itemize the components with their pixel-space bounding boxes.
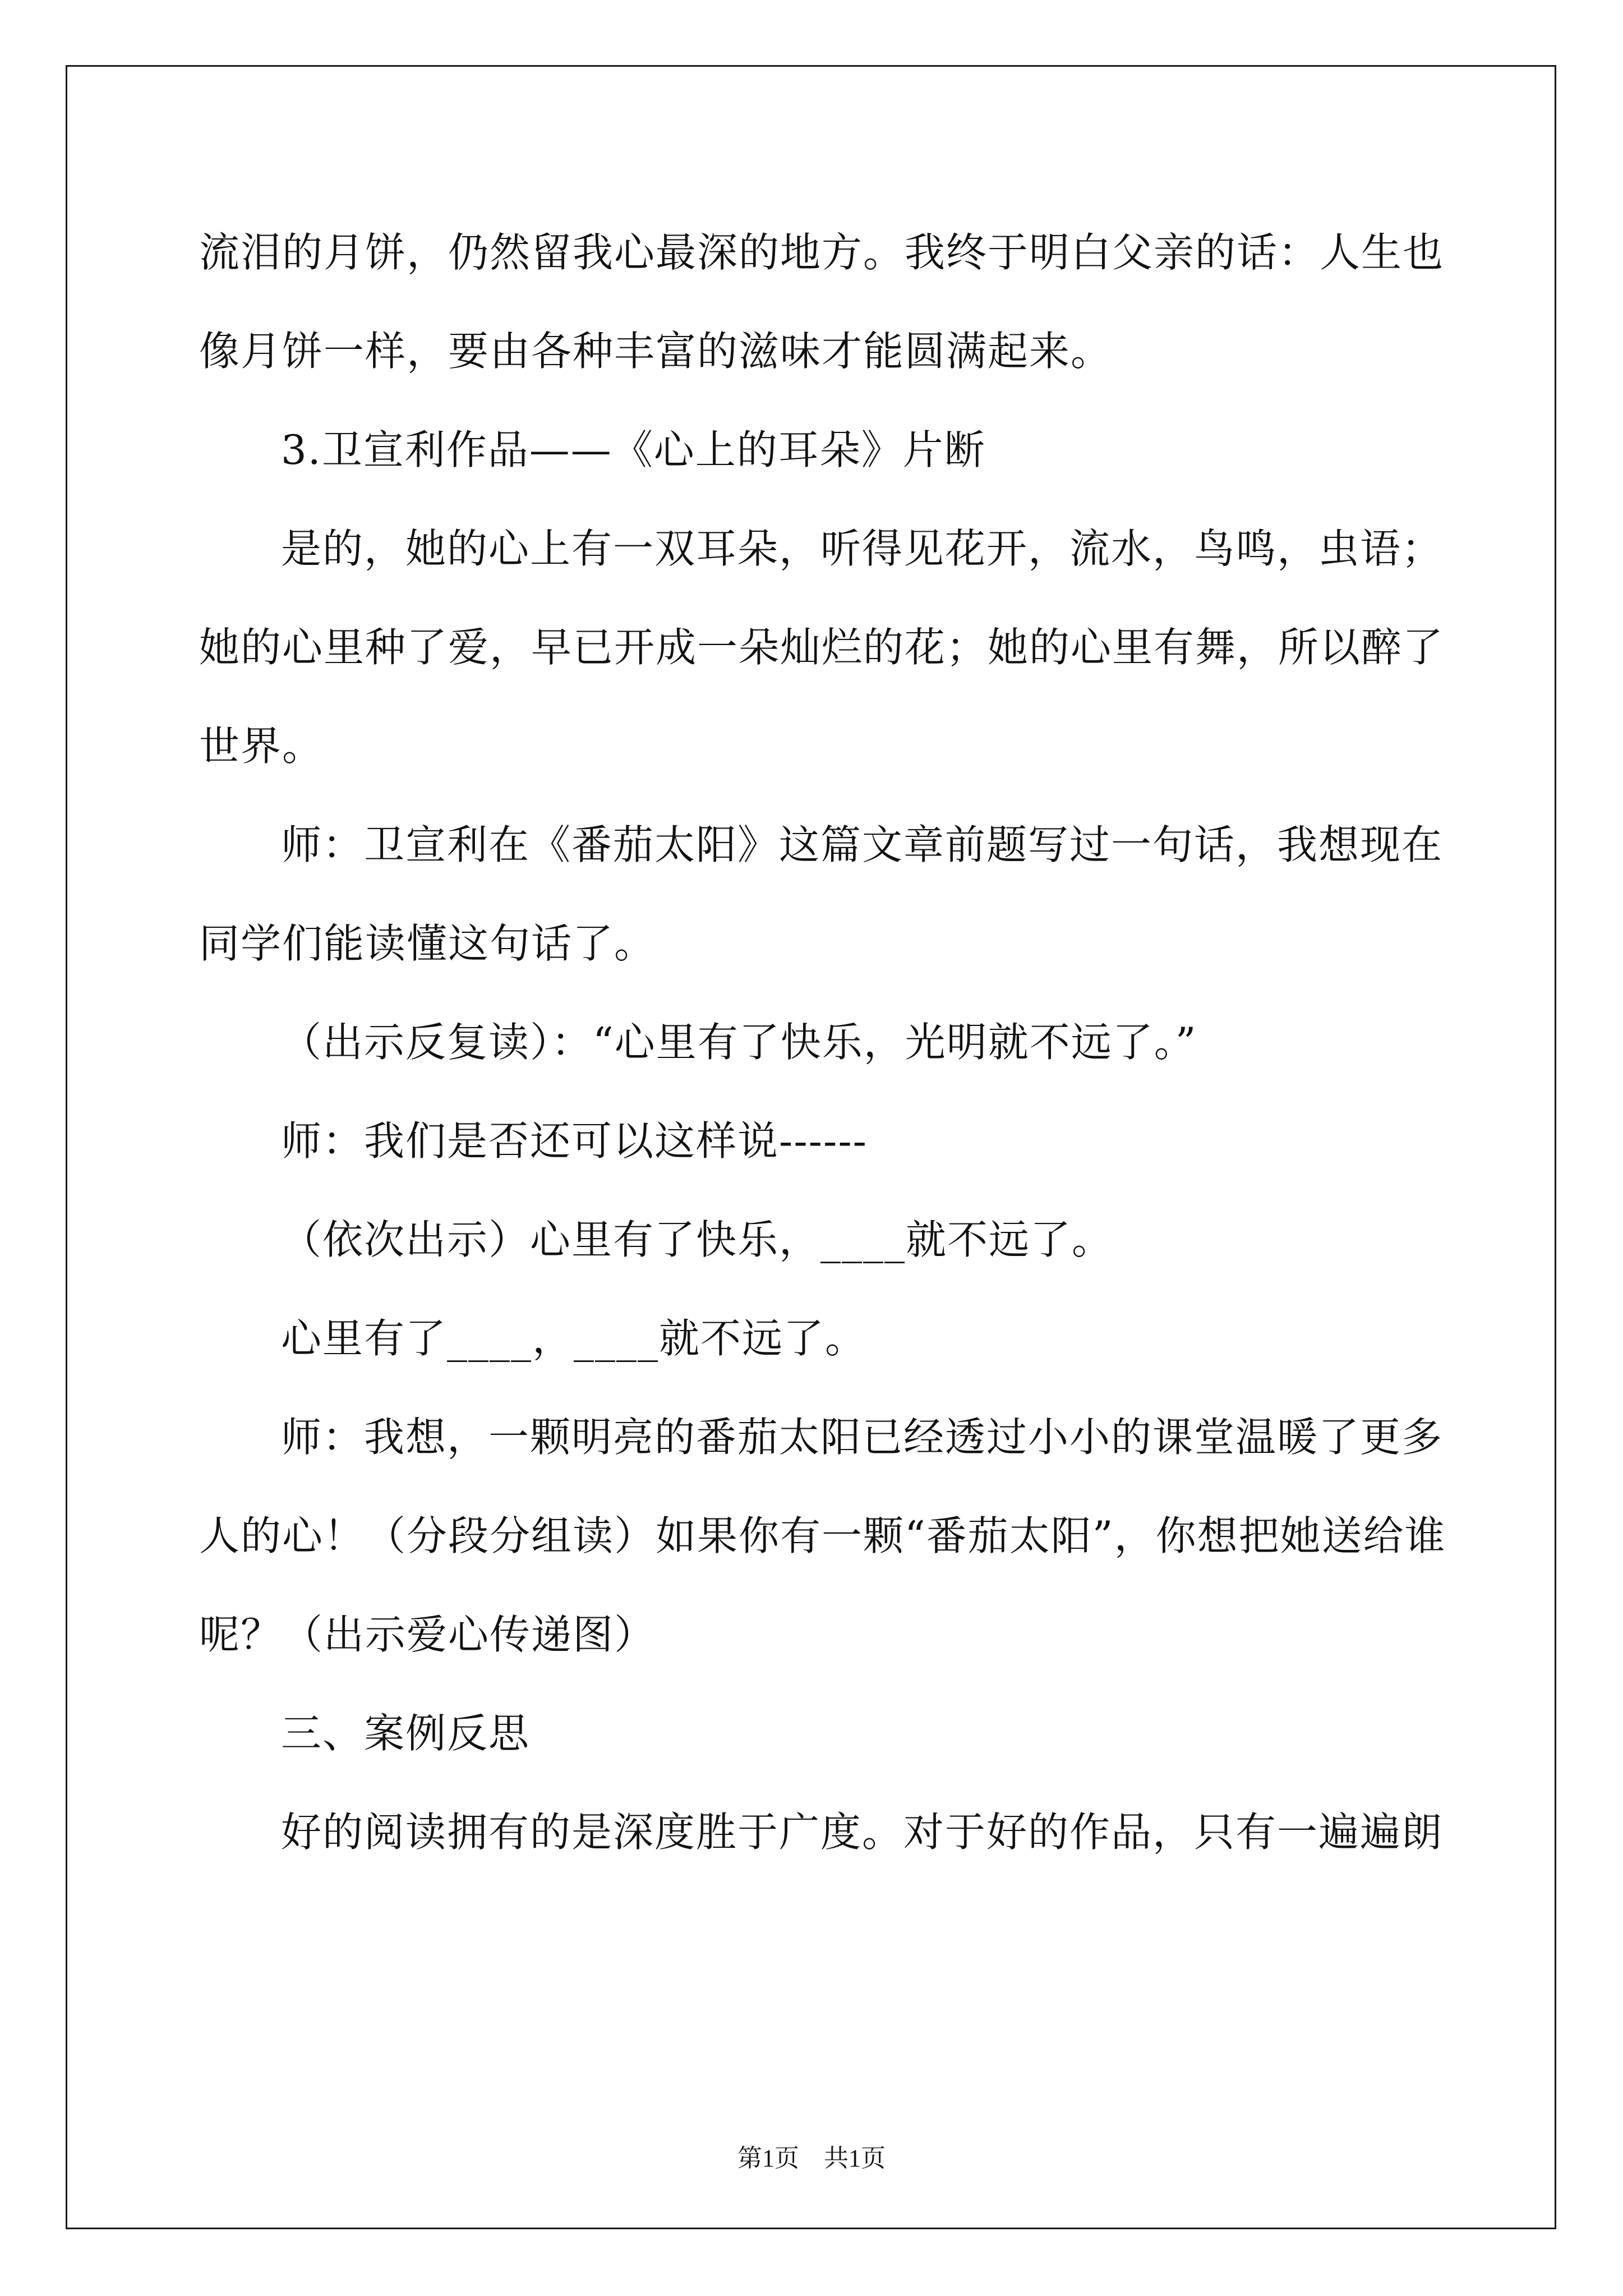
text-line: 好的阅读拥有的是深度胜于广度。对于好的作品，只有一遍遍朗 [281,1809,1444,1856]
text-line: 像月饼一样，要由各种丰富的滋味才能圆满起来。 [199,328,1113,375]
text-line: 是的，她的心上有一双耳朵，听得见花开，流水，鸟鸣，虫语； [281,525,1444,572]
text-line: 师：卫宣利在《番茄太阳》这篇文章前题写过一句话，我想现在 [281,821,1444,868]
text-line: 师：我想，一颗明亮的番茄太阳已经透过小小的课堂温暖了更多 [281,1414,1444,1461]
text-line: 师：我们是否还可以这样说------ [281,1117,868,1165]
text-line: （依次出示）心里有了快乐，____就不远了。 [281,1216,1114,1263]
section-heading: 3.卫宣利作品——《心上的耳朵》片断 [281,426,986,473]
text-line: 呢？（出示爱心传递图） [199,1611,656,1658]
text-line: 同学们能读懂这句话了。 [199,920,656,967]
text-line: 人的心！（分段分组读）如果你有一颗“番茄太阳”，你想把她送给谁 [199,1512,1446,1559]
text-line: 她的心里种了爱，早已开成一朵灿烂的花；她的心里有舞，所以醉了 [199,624,1445,671]
section-heading: 三、案例反思 [281,1710,531,1757]
text-line: 世界。 [199,723,324,770]
text-line: 心里有了____，____就不远了。 [281,1315,867,1362]
text-line: （出示反复读）：“心里有了快乐，光明就不远了。” [281,1019,1197,1066]
text-line: 流泪的月饼，仍然留我心最深的地方。我终于明白父亲的话：人生也 [199,229,1445,276]
page-number: 第1页 共1页 [737,2145,886,2172]
